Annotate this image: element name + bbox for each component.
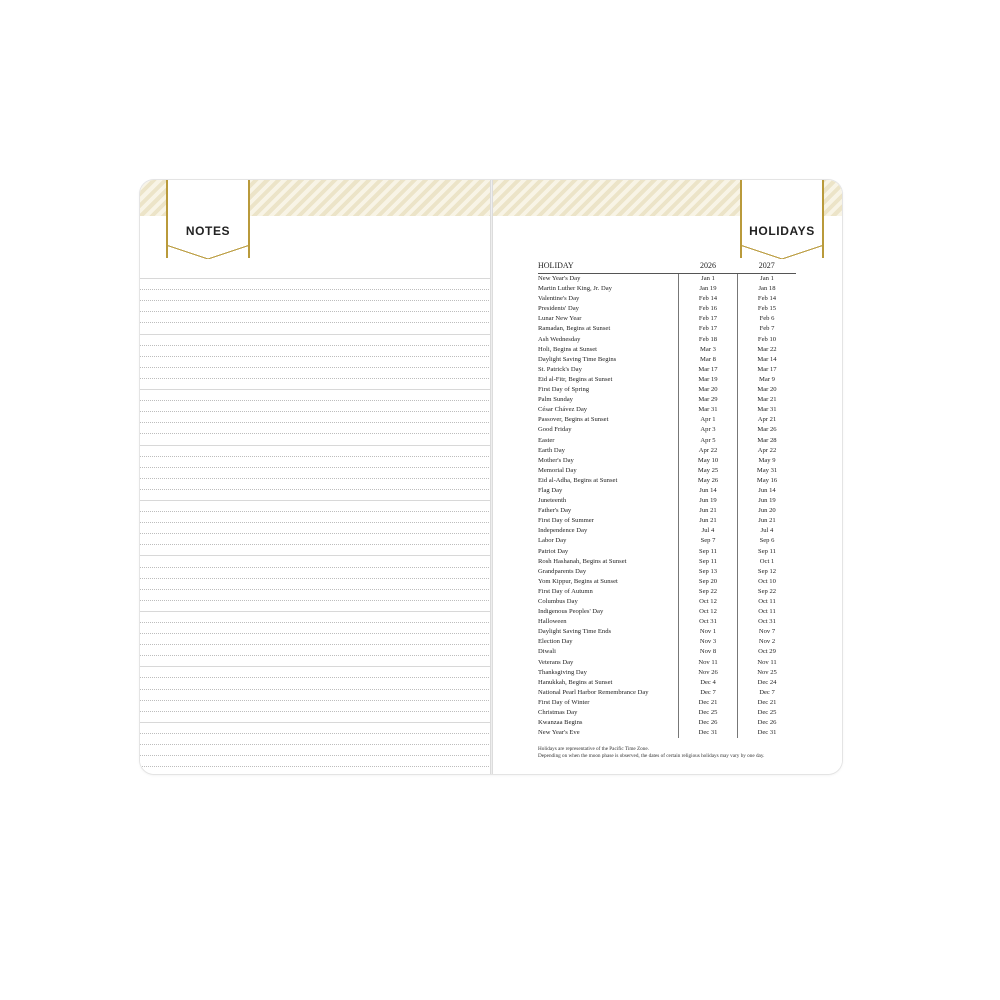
holiday-name: Hanukkah, Begins at Sunset — [538, 678, 613, 686]
holiday-row — [538, 385, 796, 395]
note-line[interactable] — [140, 390, 491, 401]
holiday-date-2026: Feb 17 — [679, 314, 738, 324]
holidays-tab-label: HOLIDAYS — [749, 224, 815, 238]
holiday-date-2026: Feb 16 — [679, 304, 738, 314]
holiday-name: Election Day — [538, 638, 573, 646]
note-line[interactable] — [140, 767, 491, 774]
holiday-row — [538, 577, 796, 587]
notes-tab-label: NOTES — [185, 224, 231, 238]
holiday-name: Father's Day — [538, 507, 572, 515]
note-line[interactable] — [140, 723, 491, 734]
holiday-date-2027: Feb 14 — [738, 294, 797, 304]
holiday-date-2026: Oct 12 — [679, 607, 738, 617]
holiday-date-2027: Mar 14 — [738, 355, 797, 365]
holiday-name: Christmas Day — [538, 709, 578, 717]
holiday-name: Daylight Saving Time Begins — [538, 355, 617, 363]
note-line[interactable] — [140, 701, 491, 712]
holiday-row — [538, 345, 796, 355]
holiday-name: Diwali — [538, 648, 556, 656]
holiday-date-2026: Mar 19 — [679, 375, 738, 385]
planner-spread — [140, 180, 842, 774]
holiday-date-2027: Oct 11 — [738, 607, 797, 617]
holiday-date-2027: Mar 17 — [738, 365, 797, 375]
holiday-name: First Day of Winter — [538, 698, 590, 706]
holiday-name: First Day of Summer — [538, 517, 594, 525]
holiday-name: Martin Luther King, Jr. Day — [538, 285, 612, 293]
holiday-date-2027: Mar 26 — [738, 425, 797, 435]
holiday-date-2026: Oct 12 — [679, 597, 738, 607]
holiday-date-2026: Dec 26 — [679, 718, 738, 728]
holiday-row — [538, 617, 796, 627]
holiday-name: Passover, Begins at Sunset — [538, 416, 609, 424]
holiday-date-2027: Oct 11 — [738, 597, 797, 607]
holiday-date-2026: Sep 22 — [679, 587, 738, 597]
note-line[interactable] — [140, 756, 491, 767]
holiday-row — [538, 587, 796, 597]
holiday-name: Indigenous Peoples' Day — [538, 608, 604, 616]
holiday-row — [538, 678, 796, 688]
holiday-date-2027: Oct 31 — [738, 617, 797, 627]
holiday-name: New Year's Day — [538, 275, 581, 282]
holiday-date-2026: May 26 — [679, 476, 738, 486]
holiday-name: Labor Day — [538, 537, 567, 545]
holiday-name: Ramadan, Begins at Sunset — [538, 325, 611, 333]
holiday-date-2026: Dec 31 — [679, 728, 738, 738]
holiday-table-header — [538, 260, 796, 274]
holiday-row — [538, 456, 796, 466]
holiday-row — [538, 425, 796, 435]
holiday-row — [538, 324, 796, 334]
holiday-date-2026: Dec 4 — [679, 678, 738, 688]
holiday-date-2027: Dec 24 — [738, 678, 797, 688]
holiday-date-2027: Feb 7 — [738, 324, 797, 334]
holiday-date-2026: Dec 21 — [679, 698, 738, 708]
holiday-row — [538, 718, 796, 728]
holiday-date-2027: Dec 31 — [738, 728, 797, 738]
holiday-name: César Chávez Day — [538, 406, 588, 414]
holiday-date-2027: Nov 2 — [738, 637, 797, 647]
holiday-date-2026: Nov 8 — [679, 647, 738, 657]
holiday-date-2026: Sep 20 — [679, 577, 738, 587]
holiday-name: Lunar New Year — [538, 315, 582, 323]
note-line[interactable] — [140, 290, 491, 301]
holiday-name: St. Patrick's Day — [538, 365, 582, 373]
note-line[interactable] — [140, 357, 491, 368]
holiday-name: Palm Sunday — [538, 396, 573, 404]
holiday-name: Earth Day — [538, 446, 565, 454]
holiday-date-2026: Apr 3 — [679, 425, 738, 435]
holiday-date-2027: Mar 9 — [738, 375, 797, 385]
holiday-date-2027: Dec 25 — [738, 708, 797, 718]
holiday-date-2027: Oct 10 — [738, 577, 797, 587]
note-line[interactable] — [140, 379, 491, 390]
note-line[interactable] — [140, 401, 491, 412]
holiday-row — [538, 314, 796, 324]
year-2026-column-header: 2026 — [679, 260, 738, 274]
holiday-row — [538, 708, 796, 718]
footnotes — [538, 746, 828, 760]
holiday-name: Easter — [538, 436, 555, 444]
holiday-date-2027: Feb 10 — [738, 335, 797, 345]
note-line[interactable] — [140, 623, 491, 634]
holiday-row — [538, 607, 796, 617]
holiday-column-header: HOLIDAY — [538, 260, 679, 274]
holiday-name: Flag Day — [538, 486, 563, 494]
holiday-date-2027: Jan 18 — [738, 284, 797, 294]
holiday-date-2027: Dec 7 — [738, 688, 797, 698]
holiday-date-2027: May 16 — [738, 476, 797, 486]
holiday-date-2027: May 31 — [738, 466, 797, 476]
holiday-row — [538, 698, 796, 708]
holiday-date-2027: Oct 1 — [738, 557, 797, 567]
holiday-date-2027: Jan 1 — [738, 274, 797, 285]
holiday-date-2027: Sep 6 — [738, 536, 797, 546]
note-line[interactable] — [140, 279, 491, 290]
holiday-date-2027: Mar 20 — [738, 385, 797, 395]
holiday-date-2026: Sep 13 — [679, 567, 738, 577]
holiday-name: First Day of Autumn — [538, 587, 593, 595]
holiday-date-2027: Jun 21 — [738, 516, 797, 526]
holiday-name: Kwanzaa Begins — [538, 719, 583, 727]
holiday-date-2026: Jun 21 — [679, 506, 738, 516]
holiday-date-2027: Feb 15 — [738, 304, 797, 314]
note-line[interactable] — [140, 678, 491, 689]
holiday-date-2027: Nov 7 — [738, 627, 797, 637]
note-line[interactable] — [140, 501, 491, 512]
footnote-moon-phase: Depending on when the moon phase is observed, the dates of certain religious holidays may vary by one day. — [538, 753, 765, 759]
holiday-row — [538, 557, 796, 567]
holiday-date-2026: Sep 11 — [679, 547, 738, 557]
holiday-date-2026: Sep 7 — [679, 536, 738, 546]
note-line[interactable] — [140, 479, 491, 490]
holidays-tab — [740, 180, 824, 258]
holiday-name: Mother's Day — [538, 456, 574, 464]
holiday-row — [538, 496, 796, 506]
holiday-row — [538, 526, 796, 536]
note-line[interactable] — [140, 490, 491, 501]
holiday-date-2027: Nov 11 — [738, 658, 797, 668]
holiday-date-2027: Nov 25 — [738, 668, 797, 678]
holiday-date-2026: Apr 5 — [679, 436, 738, 446]
note-line[interactable] — [140, 667, 491, 678]
holiday-row — [538, 294, 796, 304]
holiday-date-2027: Oct 29 — [738, 647, 797, 657]
note-lines — [140, 268, 491, 774]
holiday-date-2027: Feb 6 — [738, 314, 797, 324]
holiday-row — [538, 658, 796, 668]
holiday-date-2026: Nov 3 — [679, 637, 738, 647]
holiday-date-2026: Mar 8 — [679, 355, 738, 365]
holiday-date-2027: Apr 22 — [738, 446, 797, 456]
holiday-date-2026: Feb 14 — [679, 294, 738, 304]
note-line[interactable] — [140, 457, 491, 468]
holiday-row — [538, 335, 796, 345]
holiday-name: Rosh Hashanah, Begins at Sunset — [538, 557, 627, 565]
holiday-row — [538, 627, 796, 637]
holiday-date-2026: Jan 19 — [679, 284, 738, 294]
holiday-row — [538, 355, 796, 365]
holiday-name: Patriot Day — [538, 547, 569, 555]
holiday-date-2027: Sep 11 — [738, 547, 797, 557]
holiday-date-2027: Dec 21 — [738, 698, 797, 708]
holiday-date-2027: May 9 — [738, 456, 797, 466]
holiday-date-2026: Dec 7 — [679, 688, 738, 698]
holiday-date-2026: Sep 11 — [679, 557, 738, 567]
note-line[interactable] — [140, 579, 491, 590]
note-line[interactable] — [140, 712, 491, 723]
holiday-row — [538, 436, 796, 446]
holiday-date-2027: Jun 20 — [738, 506, 797, 516]
holiday-row — [538, 597, 796, 607]
holiday-name: Independence Day — [538, 527, 588, 535]
holiday-row — [538, 547, 796, 557]
holiday-date-2027: Mar 21 — [738, 395, 797, 405]
note-line[interactable] — [140, 612, 491, 623]
holiday-date-2027: Jul 4 — [738, 526, 797, 536]
holiday-row — [538, 506, 796, 516]
holiday-row — [538, 375, 796, 385]
holiday-row — [538, 365, 796, 375]
holiday-row — [538, 486, 796, 496]
holiday-row — [538, 567, 796, 577]
holiday-date-2026: Mar 29 — [679, 395, 738, 405]
note-line[interactable] — [140, 312, 491, 323]
note-line[interactable] — [140, 656, 491, 667]
holiday-name: Juneteenth — [538, 497, 567, 505]
notes-tab — [166, 180, 250, 258]
holiday-row — [538, 446, 796, 456]
holiday-row — [538, 647, 796, 657]
note-line[interactable] — [140, 601, 491, 612]
holiday-date-2026: Jul 4 — [679, 526, 738, 536]
holiday-row — [538, 668, 796, 678]
holiday-row — [538, 516, 796, 526]
holiday-name: Good Friday — [538, 426, 572, 434]
holiday-row — [538, 466, 796, 476]
holiday-date-2026: Nov 11 — [679, 658, 738, 668]
holiday-date-2027: Mar 22 — [738, 345, 797, 355]
holiday-date-2027: Apr 21 — [738, 415, 797, 425]
note-line[interactable] — [140, 745, 491, 756]
footnote-time-zone: Holidays are representative of the Pacific Time Zone. — [538, 746, 649, 752]
note-line[interactable] — [140, 468, 491, 479]
note-line[interactable] — [140, 301, 491, 312]
holiday-date-2026: Nov 1 — [679, 627, 738, 637]
holiday-date-2026: Jun 19 — [679, 496, 738, 506]
note-line[interactable] — [140, 634, 491, 645]
year-2027-column-header: 2027 — [738, 260, 797, 274]
note-line[interactable] — [140, 734, 491, 745]
note-line[interactable] — [140, 545, 491, 556]
holiday-name: Eid al-Fitr, Begins at Sunset — [538, 375, 613, 383]
note-line[interactable] — [140, 556, 491, 567]
holiday-date-2027: Sep 12 — [738, 567, 797, 577]
holiday-row — [538, 728, 796, 738]
holiday-date-2026: Nov 26 — [679, 668, 738, 678]
note-line[interactable] — [140, 368, 491, 379]
holiday-date-2026: Dec 25 — [679, 708, 738, 718]
note-line[interactable] — [140, 534, 491, 545]
note-line[interactable] — [140, 412, 491, 423]
note-line[interactable] — [140, 323, 491, 334]
holiday-name: First Day of Spring — [538, 386, 590, 394]
holiday-name: Halloween — [538, 618, 567, 626]
holiday-date-2026: Apr 22 — [679, 446, 738, 456]
holiday-name: Grandparents Day — [538, 567, 587, 575]
note-line[interactable] — [140, 523, 491, 534]
notes-page — [140, 180, 491, 774]
holiday-name: Eid al-Adha, Begins at Sunset — [538, 476, 618, 484]
holiday-name: Yom Kippur, Begins at Sunset — [538, 577, 618, 585]
holiday-date-2026: Feb 18 — [679, 335, 738, 345]
holiday-name: Memorial Day — [538, 466, 577, 474]
holiday-date-2026: Oct 31 — [679, 617, 738, 627]
holiday-name: Columbus Day — [538, 598, 578, 605]
note-line[interactable] — [140, 512, 491, 523]
note-line[interactable] — [140, 690, 491, 701]
holiday-row — [538, 274, 796, 285]
note-line[interactable] — [140, 423, 491, 434]
holiday-date-2026: May 10 — [679, 456, 738, 466]
note-line[interactable] — [140, 434, 491, 445]
note-line[interactable] — [140, 590, 491, 601]
holiday-date-2026: Feb 17 — [679, 324, 738, 334]
note-line[interactable] — [140, 446, 491, 457]
holiday-row — [538, 637, 796, 647]
holiday-name: Valentine's Day — [538, 295, 580, 303]
holiday-name: New Year's Eve — [538, 729, 580, 737]
note-line[interactable] — [140, 568, 491, 579]
holiday-date-2027: Dec 26 — [738, 718, 797, 728]
holiday-name: Holi, Begins at Sunset — [538, 345, 597, 353]
holiday-name: Daylight Saving Time Ends — [538, 628, 612, 636]
holiday-date-2026: Mar 3 — [679, 345, 738, 355]
holiday-table — [538, 260, 796, 738]
holiday-row — [538, 405, 796, 415]
holiday-date-2027: Jun 14 — [738, 486, 797, 496]
holiday-date-2027: Mar 31 — [738, 405, 797, 415]
holiday-date-2027: Mar 28 — [738, 436, 797, 446]
holiday-name: Presidents' Day — [538, 305, 579, 313]
holiday-name: Ash Wednesday — [538, 335, 581, 343]
holiday-date-2026: Mar 17 — [679, 365, 738, 375]
holiday-row — [538, 284, 796, 294]
note-line[interactable] — [140, 645, 491, 656]
holiday-row — [538, 395, 796, 405]
holiday-date-2026: May 25 — [679, 466, 738, 476]
holiday-name: National Pearl Harbor Remembrance Day — [538, 688, 649, 696]
note-line[interactable] — [140, 346, 491, 357]
holidays-page — [493, 180, 842, 774]
holiday-date-2026: Jun 14 — [679, 486, 738, 496]
holiday-date-2026: Jan 1 — [679, 274, 738, 285]
note-line[interactable] — [140, 335, 491, 346]
holiday-row — [538, 688, 796, 698]
holiday-row — [538, 415, 796, 425]
holiday-row — [538, 304, 796, 314]
holiday-date-2027: Jun 19 — [738, 496, 797, 506]
holiday-date-2026: Mar 31 — [679, 405, 738, 415]
holiday-row — [538, 476, 796, 486]
holiday-date-2026: Apr 1 — [679, 415, 738, 425]
note-line[interactable] — [140, 268, 491, 279]
holiday-date-2027: Sep 22 — [738, 587, 797, 597]
holiday-row — [538, 536, 796, 546]
holiday-date-2026: Mar 20 — [679, 385, 738, 395]
holiday-date-2026: Jun 21 — [679, 516, 738, 526]
holiday-name: Thanksgiving Day — [538, 668, 587, 676]
holiday-name: Veterans Day — [538, 658, 574, 666]
